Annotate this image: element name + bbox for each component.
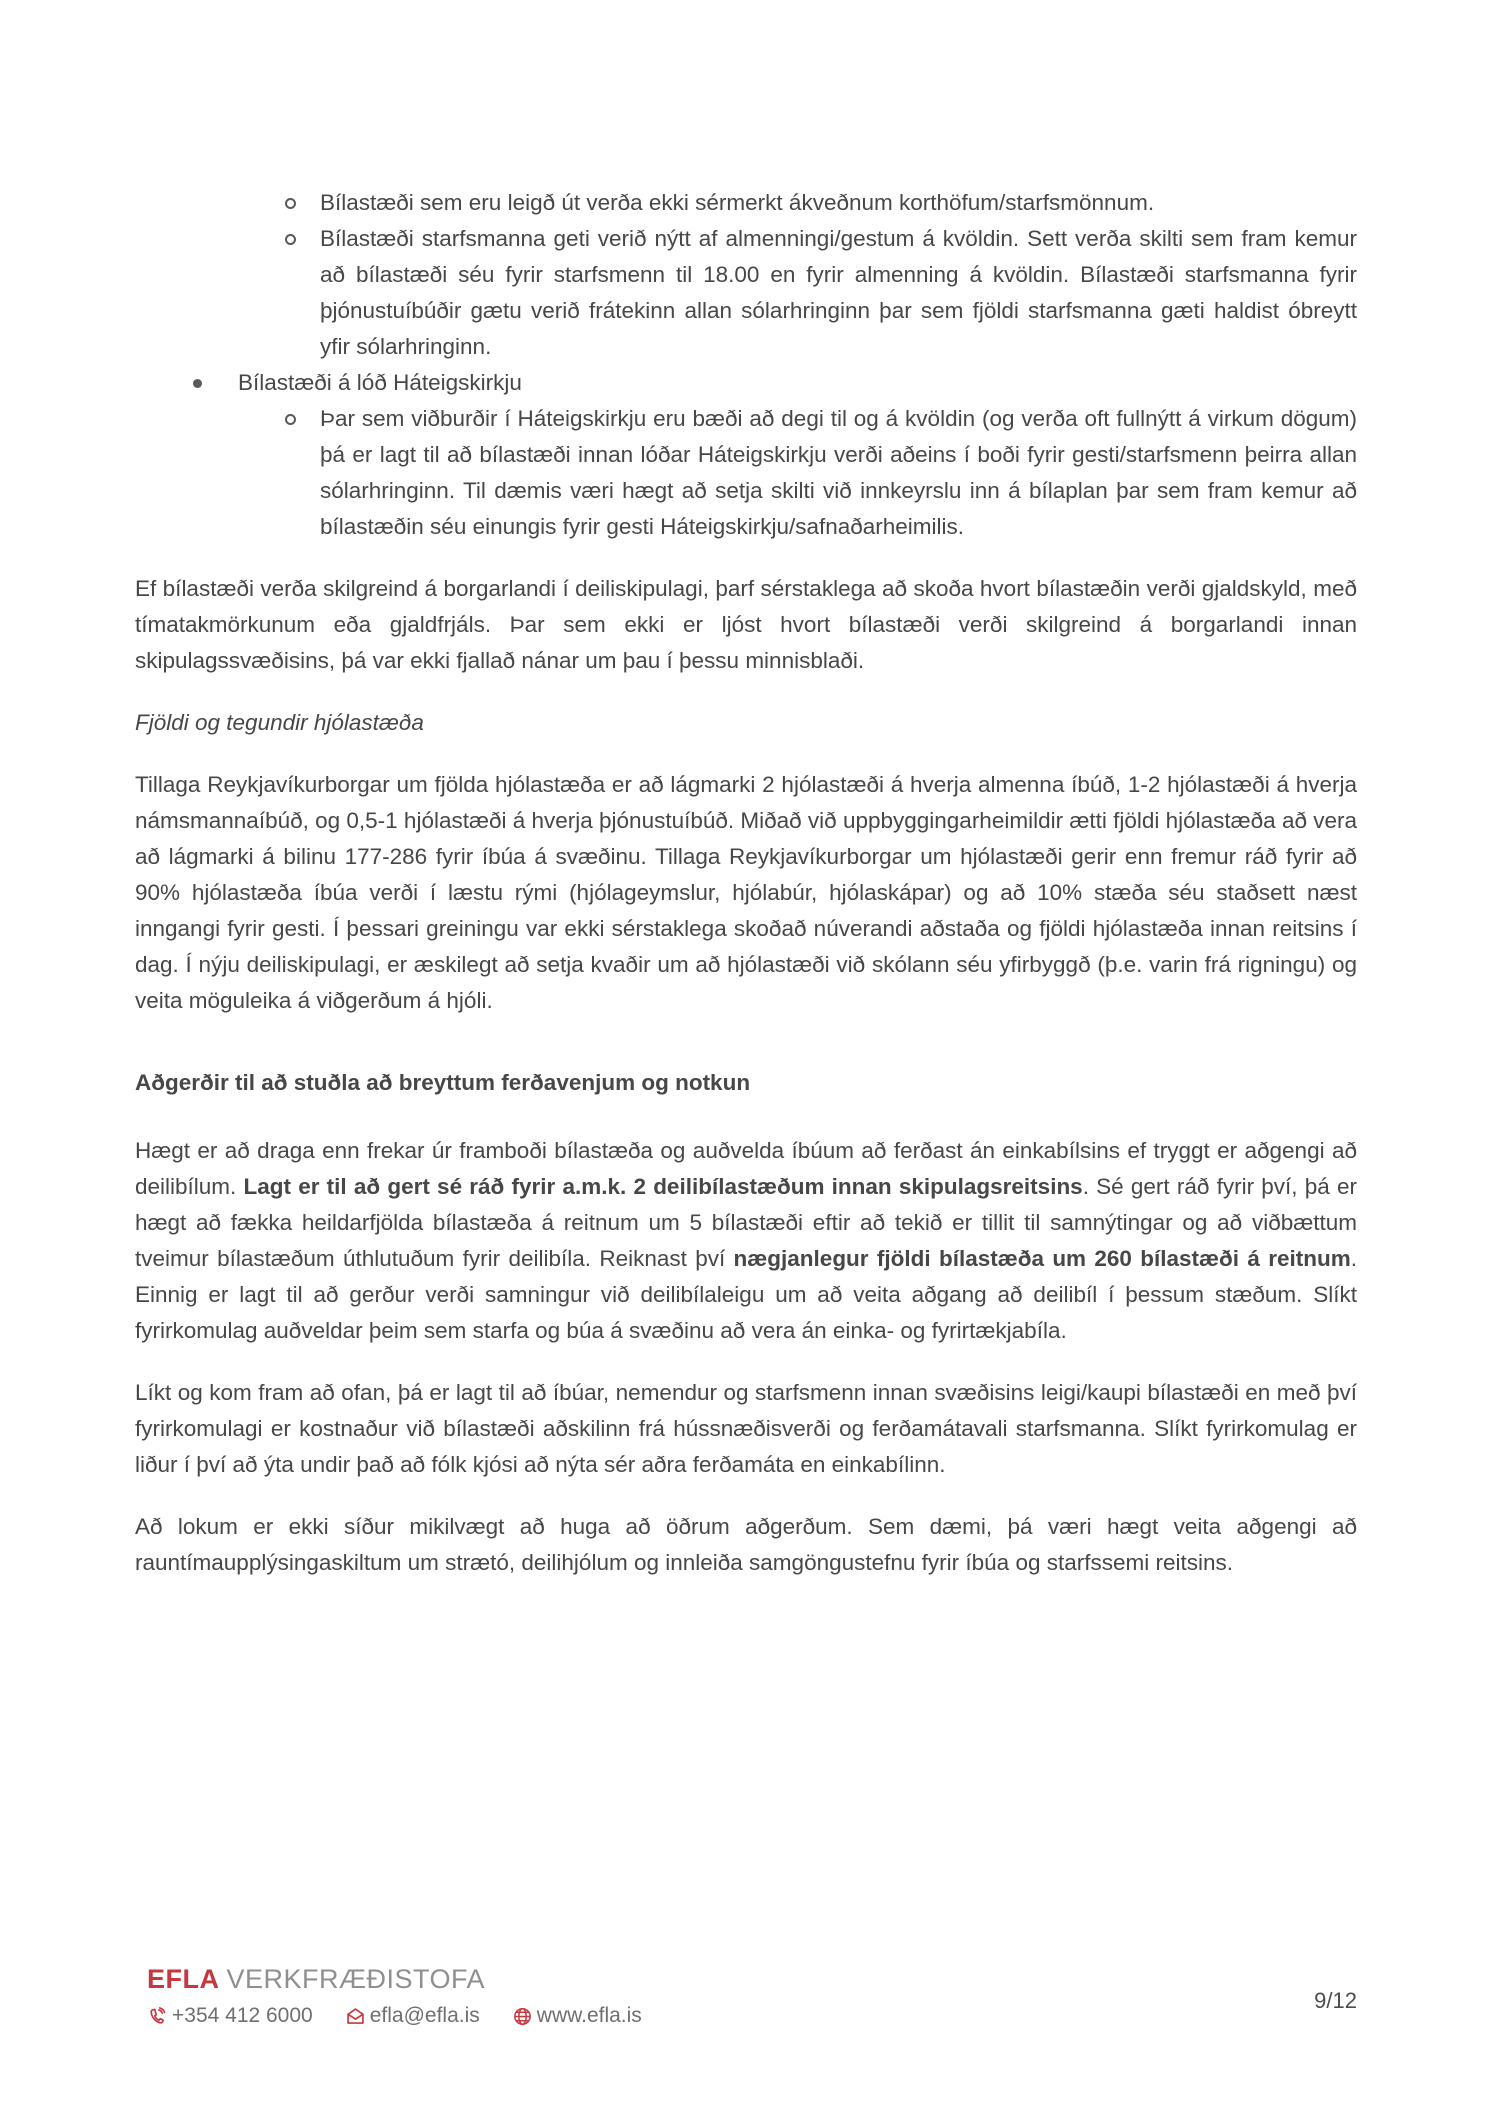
company-footer: [147, 1964, 642, 2029]
section-heading-adgerdir: Aðgerðir til að stuðla að breyttum ferðavenjum og notkun: [135, 1070, 751, 1095]
circle-bullet-icon: [285, 198, 296, 209]
filled-bullet-icon: [193, 379, 202, 388]
website-url: www.efla.is: [536, 2004, 642, 2027]
globe-icon: [512, 2006, 533, 2027]
list-item-text: Bílastæði starfsmanna geti verið nýtt af almenningi/gestum á kvöldin. Sett verða skilti sem fram kemur að bílastæði séu fyrir starfsmenn til 18.00 en fyrir almenning á kvöldin. Bílastæði starfsmanna fyrir þjónustuíbúðir gætu verið frátekinn allan sólarhringinn þar sem fjöldi starfsmanna gæti haldist óbreytt yfir sólarhringinn.: [320, 226, 1357, 359]
page-number: 9/12: [1314, 1988, 1357, 2013]
paragraph-tillaga: Tillaga Reykjavíkurborgar um fjölda hjólastæða er að lágmarki 2 hjólastæði á hverja almenna íbúð, 1-2 hjólastæði á hverja námsmannaíbúð, og 0,5-1 hjólastæði á hverja þjónustuíbúð. Miðað við uppbyggingarheimildir ætti fjöldi hjólastæða að vera að lágmarki á bilinu 177-286 fyrir íbúa á svæðinu. Tillaga Reykjavíkurborgar um hjólastæði gerir enn fremur ráð fyrir að 90% hjólastæða íbúa verði í læstu rými (hjólageymslur, hjólabúr, hjólaskápar) og að 10% stæða séu staðsett næst inngangi fyrir gesti. Í þessari greiningu var ekki sérstaklega skoðað núverandi aðstaða og fjöldi hjólastæða innan reitsins í dag. Í nýju deiliskipulagi, er æskilegt að setja kvaðir um að hjólastæði við skólann séu yfirbyggð (þ.e. varin frá rigningu) og veita möguleika á viðgerðum á hjóli.: [135, 772, 1357, 1013]
phone-contact: [147, 2003, 313, 2029]
email-contact: [345, 2003, 480, 2029]
list-item-text: Bílastæði á lóð Háteigskirkju: [238, 370, 522, 395]
list-item-text: Þar sem viðburðir í Háteigskirkju eru bæði að degi til og á kvöldin (og verða oft fullnýtt á virkum dögum) þá er lagt til að bílastæði innan lóðar Háteigskirkju verði aðeins í boði fyrir gesti/starfsmenn þeirra allan sólarhringinn. Til dæmis væri hægt að setja skilti við innkeyrslu inn á bílaplan þar sem fram kemur að bílastæðin séu einungis fyrir gesti Háteigskirkju/safnaðarheimilis.: [320, 406, 1357, 539]
paragraph-run-bold: Lagt er til að gert sé ráð fyrir a.m.k. 2 deilibílastæðum innan skipulagsreitsins: [243, 1174, 1083, 1199]
list-item: [135, 401, 1357, 545]
paragraph-run: Hægt er að draga enn frekar úr framboði bílastæða og auðvelda íbúum að ferðast án einkabílsins ef tryggt er aðgengi að deilibílum.: [135, 1138, 1357, 1199]
paragraph-run: . Einnig er lagt til að gerður verði samningur við deilibílaleigu um að veita aðgang að deilibíl í þessum stæðum. Slíkt fyrirkomulag auðveldar þeim sem starfa og búa á svæðinu að vera án einka- og fyrirtækjabíla.: [135, 1246, 1357, 1343]
paragraph-run: . Sé gert ráð fyrir því, þá er hægt að fækka heildarfjölda bílastæða á reitnum um 5 bílastæði eftir að tekið er tillit til samnýtingar og að viðbættum tveimur bílastæðum úthlutuðum fyrir deilibíla. Reiknast því: [135, 1174, 1357, 1271]
paragraph-borgarland: Ef bílastæði verða skilgreind á borgarlandi í deiliskipulagi, þarf sérstaklega að skoða hvort bílastæðin verði gjaldskyld, með tímatakmörkunum eða gjaldfrjáls. Þar sem ekki er ljóst hvort bílastæði verði skilgreind á borgarlandi innan skipulagssvæðisins, þá var ekki fjallað nánar um þau í þessu minnisblaði.: [135, 576, 1357, 673]
list-item: [135, 221, 1357, 365]
list-item-text: Bílastæði sem eru leigð út verða ekki sérmerkt ákveðnum korthöfum/starfsmönnum.: [320, 190, 1155, 215]
brand-suffix: VERKFRÆÐISTOFA: [226, 1964, 486, 1994]
company-logo: [147, 1964, 642, 1994]
phone-icon: [147, 2006, 168, 2027]
paragraph-likt: Líkt og kom fram að ofan, þá er lagt til að íbúar, nemendur og starfsmenn innan svæðisins leigi/kaupi bílastæði en með því fyrirkomulagi er kostnaður við bílastæði aðskilinn frá hússnæðisverði og ferðamátavali starfsmanna. Slíkt fyrirkomulag er liður í því að ýta undir það að fólk kjósi að nýta sér aðra ferðamáta en einkabílinn.: [135, 1380, 1357, 1477]
website-contact: [512, 2003, 642, 2029]
phone-number: +354 412 6000: [172, 2004, 313, 2027]
email-address: efla@efla.is: [369, 2004, 480, 2027]
paragraph-deilibilar: [135, 1133, 1357, 1349]
section-heading-hjolastaedi: Fjöldi og tegundir hjólastæða: [135, 710, 424, 735]
list-item: [135, 185, 1357, 221]
contact-info: [147, 2003, 642, 2029]
brand-name: EFLA: [147, 1964, 220, 1994]
circle-bullet-icon: [285, 414, 296, 425]
email-icon: [345, 2006, 366, 2027]
paragraph-run-bold: nægjanlegur fjöldi bílastæða um 260 bílastæði á reitnum: [733, 1246, 1351, 1271]
list-item: [135, 365, 1357, 401]
circle-bullet-icon: [285, 234, 296, 245]
paragraph-adlokum: Að lokum er ekki síður mikilvægt að huga að öðrum aðgerðum. Sem dæmi, þá væri hægt veita aðgengi að rauntímaupplýsingaskiltum um strætó, deilihjólum og innleiða samgöngustefnu fyrir íbúa og starfssemi reitsins.: [135, 1514, 1357, 1575]
